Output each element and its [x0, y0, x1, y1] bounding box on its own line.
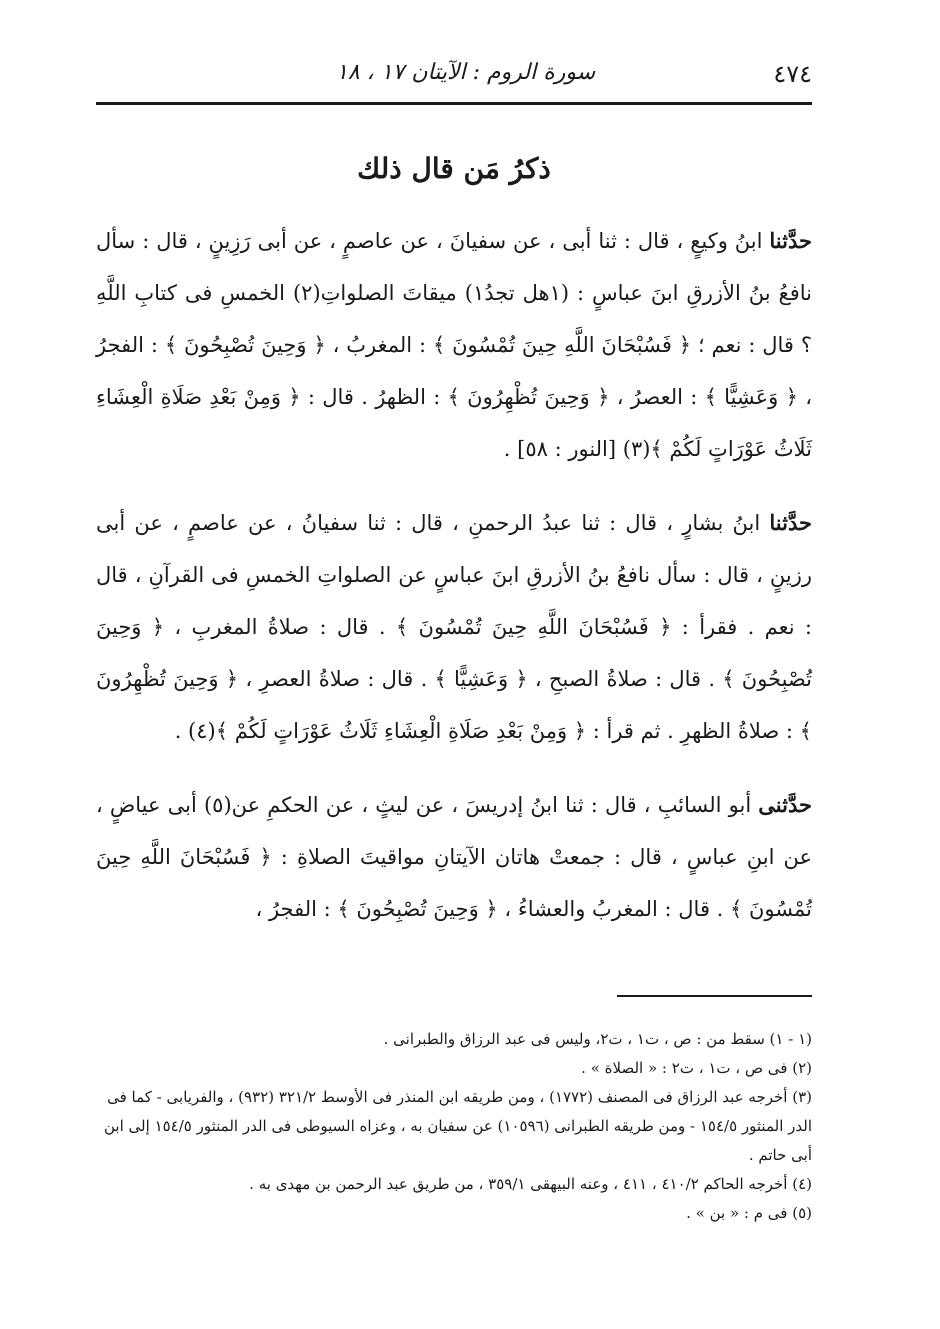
paragraph-lead: حدَّثنا [769, 510, 812, 535]
paragraph [96, 215, 812, 475]
header-rule [96, 102, 812, 105]
paragraph-body: أبو السائبِ ، قال : ثنا ابنُ إدريسَ ، عن ليثٍ ، عن الحكمِ عن(٥) أبى عياضٍ ، عن ابنِ عباسٍ ، قال : جمعتْ هاتان الآيتانِ مواقيتَ الصلاةِ : ﴿ فَسُبْحَانَ اللَّهِ حِينَ تُمْسُونَ ﴾ . قال : المغربُ والعشاءُ ، ﴿ وَحِينَ تُصْبِحُونَ ﴾ : الفجرُ ، [96, 793, 812, 921]
footnote: (٥) فى م : « بن » . [686, 1204, 812, 1222]
book-page [96, 40, 812, 1300]
page-number: ٤٧٤ [773, 60, 812, 88]
section-heading: ذكرُ مَن قال ذلك [357, 152, 551, 185]
footnote: (٣) أخرجه عبد الرزاق فى المصنف (١٧٧٢) ، ومن طريقه ابن المنذر فى الأوسط ٣٢١/٢ (٩٣٢) ، والفريابى - كما فى الدر المنثور ١٥٤/٥ - ومن طريقه الطبرانى (١٠٥٩٦) عن سفيان به ، وعزاه السيوطى فى الدر المنثور ١٥٤/٥ إلى ابن أبى حاتم . [104, 1088, 812, 1164]
paragraph-body: ابنُ وكيعٍ ، قال : ثنا أبى ، عن سفيانَ ، عن عاصمٍ ، عن أبى رَزِينٍ ، قال : سأل نافعُ بنُ الأزرقِ ابنَ عباسٍ : (١هل تجدُ١) ميقاتَ الصلواتِ(٢) الخمسِ فى كتابِ اللَّهِ ؟ قال : نعم ؛ ﴿ فَسُبْحَانَ اللَّهِ حِينَ تُمْسُونَ ﴾ : المغربُ ، ﴿ وَحِينَ تُصْبِحُونَ ﴾ : الفجرُ ، ﴿ وَعَشِيًّا ﴾ : العصرُ ، ﴿ وَحِينَ تُظْهِرُونَ ﴾ : الظهرُ . قال : ﴿ وَمِنْ بَعْدِ صَلَاةِ الْعِشَاءِ ثَلَاثُ عَوْرَاتٍ لَكُمْ ﴾(٣) [النور : ٥٨] . [96, 229, 812, 461]
surah-title: سورة الروم : الآيتان ١٧ ، ١٨ [336, 60, 596, 85]
running-header [96, 58, 812, 98]
paragraph-body: ابنُ بشارٍ ، قال : ثنا عبدُ الرحمنِ ، قال : ثنا سفيانُ ، عن عاصمٍ ، عن أبى رزينٍ ، قال : سأل نافعُ بنُ الأزرقِ ابنَ عباسٍ عن الصلواتِ الخمسِ فى القرآنِ ، قال : نعم . فقرأ : ﴿ فَسُبْحَانَ اللَّهِ حِينَ تُمْسُونَ ﴾ . قال : صلاةُ المغربِ ، ﴿ وَحِينَ تُصْبِحُونَ ﴾ . قال : صلاةُ الصبحِ ، ﴿ وَعَشِيًّا ﴾ . قال : صلاةُ العصرِ ، ﴿ وَحِينَ تُظْهِرُونَ ﴾ : صلاةُ الظهرِ . ثم قرأ : ﴿ وَمِنْ بَعْدِ صَلَاةِ الْعِشَاءِ ثَلَاثُ عَوْرَاتٍ لَكُمْ ﴾(٤) . [96, 511, 812, 743]
paragraph-lead: حدَّثنا [769, 228, 812, 253]
main-text [96, 215, 812, 957]
footnotes [96, 1025, 812, 1228]
paragraph [96, 779, 812, 935]
footnote: (٢) فى ص ، ت١ ، ت٢ : « الصلاة » . [581, 1059, 812, 1077]
footnote-separator [617, 995, 812, 997]
footnote: (١ - ١) سقط من : ص ، ت١ ، ت٢، وليس فى عبد الرزاق والطبرانى . [383, 1030, 812, 1048]
paragraph-lead: حدَّثنى [758, 792, 812, 817]
paragraph [96, 497, 812, 757]
footnote: (٤) أخرجه الحاكم ٤١٠/٢ ، ٤١١ ، وعنه البيهقى ٣٥٩/١ ، من طريق عبد الرحمن بن مهدى به . [249, 1175, 812, 1193]
